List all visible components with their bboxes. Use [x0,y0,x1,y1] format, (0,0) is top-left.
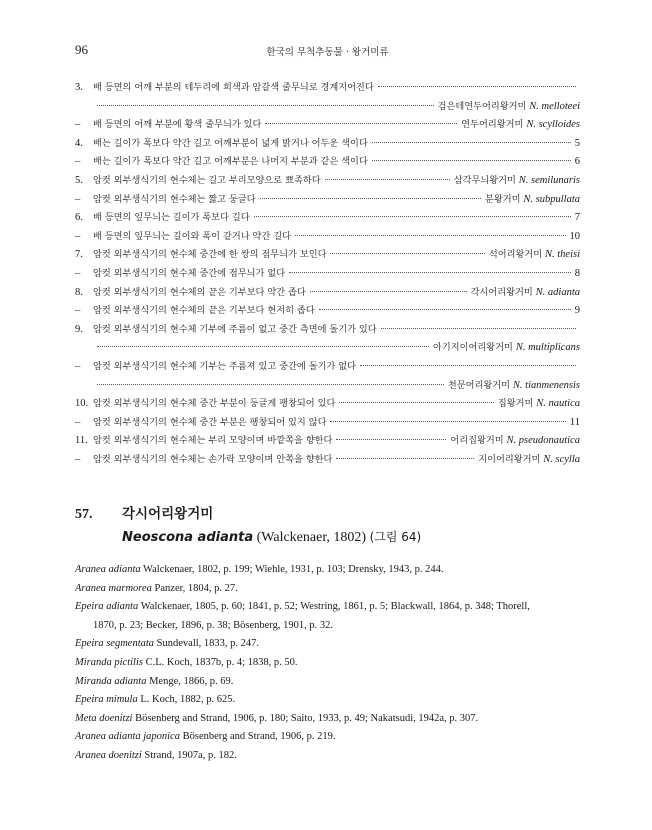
key-line [75,280,580,299]
key-destination: 7 [574,212,580,224]
synonym-entry [75,728,580,747]
dot-leader [260,198,481,199]
key-couplet-number: – [75,193,81,205]
key-line [75,391,580,410]
species-scientific-name: N. nautica [536,398,580,410]
synonym-references: Walckenaer, 1802, p. 199; Wiehle, 1931, p. 103; Drensky, 1943, p. 244. [140,564,444,575]
species-author: (Walckenaer, 1802) [253,530,370,545]
synonym-name: Aranea marmorea [75,582,152,594]
dot-leader [97,384,444,385]
dot-leader [325,179,450,180]
key-line [75,168,580,187]
synonym-references: Menge, 1866, p. 69. [146,675,234,687]
key-destination: 9 [574,305,580,317]
key-line [75,410,580,429]
key-result [570,231,581,242]
synonym-references: Walckenaer, 1805, p. 60; 1841, p. 52; Westring, 1861, p. 5; Blackwall, 1864, p. 348; Thorell, [138,601,530,613]
key-text: 암컷 외부생식기의 현수체는 손가락 모양이며 안쪽을 향한다 [93,453,333,465]
species-korean-name: 천문어리왕거미 [447,379,513,391]
key-text: 암컷 외부생식기의 현수체 중간 부분은 팽창되어 있지 않다 [93,416,327,428]
dot-leader [295,235,566,236]
page-header [75,42,580,62]
key-couplet-number: – [75,267,81,279]
key-line [75,131,580,150]
key-couplet-number: 9. [75,323,83,335]
key-text: 배는 길이가 폭보다 약간 길고 어깨부분이 넓게 밝거나 어두운 색이다 [93,137,368,149]
key-couplet-number: 6. [75,212,83,224]
key-destination: 6 [574,156,580,168]
key-destination: 8 [574,267,580,279]
species-korean-name: 지이어리왕거미 [478,453,544,465]
key-result [454,172,580,186]
synonym-name: Epeira segmentata [75,638,155,650]
synonym-name: Epeira mimula [75,694,138,706]
key-result [575,138,580,149]
dot-leader [381,328,576,329]
species-korean-name: 각시어리왕거미 [122,506,214,522]
dot-leader [289,272,571,273]
species-korean-name: 연두어리왕거미 [461,119,527,131]
key-text: 암컷 외부생식기의 현수체의 끝은 기부보다 약간 좁다 [93,286,306,298]
species-scientific-name: N. pseudonautica [506,435,580,447]
key-line [75,205,580,224]
synonym-entry [75,561,580,580]
synonym-entry [75,635,580,654]
synonym-references: Strand, 1907a, p. 182. [141,749,237,761]
key-couplet-number: – [75,453,81,465]
key-line [75,373,580,392]
key-couplet-number: 7. [75,249,83,261]
synonym-name: Aranea adianta japonica [75,731,180,743]
key-line [75,261,580,280]
species-korean-name: 어리집왕거미 [450,435,507,447]
synonym-list [75,561,580,766]
key-couplet-number: 4. [75,137,83,149]
species-scientific-name: N. scylla [543,453,580,465]
synonym-entry [75,747,580,766]
key-text: 암컷 외부생식기의 현수체는 부리 모양이며 바깥쪽을 향한다 [93,435,333,447]
species-scientific-name: Neoscona adianta [122,530,254,545]
key-line [75,317,580,336]
species-heading [75,502,580,546]
key-couplet-number: 11. [75,435,88,447]
synonym-references: Bösenberg and Strand, 1906, p. 180; Saito, 1933, p. 49; Nakatsudi, 1942a, p. 307. [132,712,479,724]
synonym-references: Panzer, 1804, p. 27. [151,582,238,594]
key-result [575,305,580,316]
synonym-references-continued: 1870, p. 23; Becker, 1896, p. 38; Bösenberg, 1901, p. 32. [93,619,333,631]
key-text: 암컷 외부생식기의 현수체는 짧고 둥글다 [93,193,256,205]
key-text: 배 등면의 잎무늬는 길이와 폭이 같거나 약간 길다 [93,230,291,242]
species-scientific-name: N. melloteei [529,100,580,112]
key-text: 암컷 외부생식기의 현수체 기부는 주름져 있고 중간에 돌기가 없다 [93,360,356,372]
dot-leader [378,86,576,87]
dot-leader [336,458,474,459]
page-number: 96 [75,42,88,57]
dot-leader [330,421,565,422]
species-scientific-name: N. subpullata [523,193,580,205]
species-scientific-name: N. scylloides [526,119,580,131]
key-line [75,298,580,317]
dot-leader [254,216,571,217]
synonym-references: C.L. Koch, 1837b, p. 4; 1838, p. 50. [142,656,298,668]
synonym-name: Epeira adianta [75,601,139,613]
key-text: 암컷 외부생식기의 현수체 기부에 주름이 없고 중간 측면에 돌기가 있다 [93,323,377,335]
key-text: 암컷 외부생식기의 현수체 중간에 점무늬가 없다 [93,267,286,279]
key-result [570,417,580,428]
species-korean-name: 검은테연두어리왕거미 [437,100,530,112]
synonym-entry [75,598,580,617]
synonym-entry [75,710,580,729]
species-number: 57. [75,507,93,522]
key-couplet-number: – [75,360,81,372]
dot-leader [97,105,434,106]
key-result [433,339,580,353]
dot-leader [336,439,446,440]
key-text: 배는 길이가 폭보다 약간 길고 어깨부분은 나머지 부분과 같은 색이다 [93,156,368,168]
species-title [75,502,580,523]
key-couplet-number: 3. [75,82,83,93]
key-couplet-number: 10. [75,398,89,410]
key-result [450,432,580,446]
species-scientific-name: N. semilunaris [518,174,580,186]
key-couplet-number: – [75,305,81,317]
species-scientific-name: N. multiplicans [515,342,580,354]
dot-leader [97,346,429,347]
key-line [75,112,580,131]
species-korean-name: 각시어리왕거미 [470,286,536,298]
species-korean-name: 삼각무늬왕거미 [453,174,519,186]
key-result [471,284,580,298]
key-result [485,191,580,205]
species-scientific-name: N. tianmenensis [512,379,580,391]
key-result [478,451,580,465]
dot-leader [372,142,571,143]
key-couplet-number: 8. [75,286,83,298]
synonym-name: Aranea doenitzi [75,749,142,761]
dot-leader [319,309,571,310]
key-destination: 5 [574,137,580,149]
key-result [575,212,580,223]
key-couplet-number: – [75,119,81,131]
dot-leader [330,253,484,254]
key-couplet-number: – [75,416,81,428]
key-result [448,377,580,391]
dot-leader [360,365,576,366]
dot-leader [310,291,467,292]
key-result [461,116,580,130]
key-line [75,354,580,373]
key-result [498,395,580,409]
key-result [438,98,580,112]
synonym-entry [75,673,580,692]
species-korean-name: 석어리왕거미 [488,249,545,261]
key-line [75,447,580,466]
dot-leader [339,402,494,403]
key-text: 암컷 외부생식기의 현수체의 끝은 기부보다 현저히 좁다 [93,305,315,317]
synonym-name: Aranea adianta [75,564,141,575]
dot-leader [265,123,457,124]
key-couplet-number: – [75,156,81,168]
key-text: 암컷 외부생식기의 현수체 중간에 한 쌍의 점무늬가 보인다 [93,249,327,261]
key-couplet-number: 5. [75,174,83,186]
key-line [75,187,580,206]
synonym-references: L. Koch, 1882, p. 625. [137,694,236,706]
key-line [75,149,580,168]
synonym-entry [75,580,580,599]
species-korean-name: 분왕거미 [484,193,524,205]
dot-leader [372,160,571,161]
key-line [75,94,580,113]
key-result [489,246,580,260]
key-text: 배 등면의 어깨 부분의 테두리에 희색과 암갈색 줄무늬로 경계지어진다 [93,82,374,93]
key-result [575,268,580,279]
figure-reference: (그림 64) [369,530,422,544]
key-line [75,75,580,94]
key-line [75,224,580,243]
species-korean-name: 아기지이어리왕거미 [433,342,516,354]
key-result [575,156,580,167]
key-line [75,335,580,354]
key-text: 암컷 외부생식기의 현수체 중간 부분이 둥글게 팽창되어 있다 [93,398,336,410]
identification-key [75,75,580,465]
synonym-references: Bösenberg and Strand, 1906, p. 219. [180,731,336,743]
synonym-name: Meta doenitzi [75,712,133,724]
species-scientific-name: N. adianta [535,286,580,298]
key-destination: 11 [569,416,580,428]
synonym-entry [75,691,580,710]
key-destination: 10 [569,230,580,242]
synonym-name: Miranda adianta [75,675,147,687]
species-scientific-line [75,528,580,546]
synonym-name: Miranda pictilis [75,656,143,668]
key-line [75,242,580,261]
key-couplet-number: – [75,230,81,242]
key-text: 배 등면의 어깨 부분에 황색 줄무늬가 있다 [93,119,262,131]
key-line [75,428,580,447]
synonym-entry [75,654,580,673]
running-title: 한국의 무척추동물 · 왕거미류 [266,47,389,58]
key-text: 암컷 외부생식기의 현수체는 길고 부리모양으로 뾰족하다 [93,174,321,186]
species-scientific-name: N. theisi [544,249,580,261]
synonym-references: Sundevall, 1833, p. 247. [154,638,260,650]
species-korean-name: 집왕거미 [497,398,537,410]
key-text: 배 등면의 잎무늬는 길이가 폭보다 길다 [93,212,250,224]
